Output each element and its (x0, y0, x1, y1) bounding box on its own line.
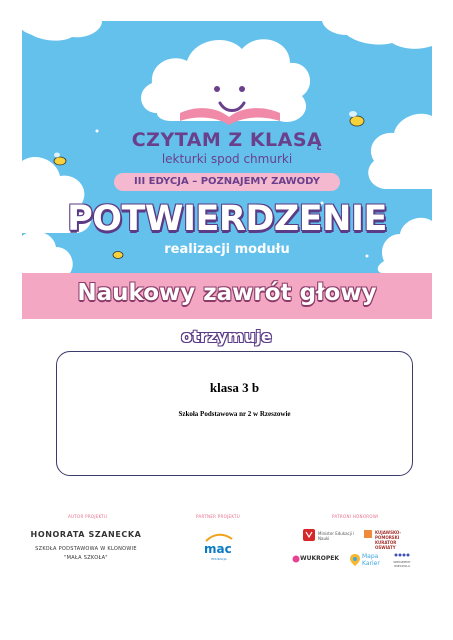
author-label: AUTOR PROJEKTU (68, 514, 108, 519)
partner-label: PARTNER PROJEKTU (196, 514, 240, 519)
wukropek-icon (292, 554, 300, 564)
brand-title: CZYTAM Z KLASĄ (131, 129, 323, 151)
certificate-subtitle: realizacji modułu (164, 242, 290, 257)
edition-badge: III EDYCJA – POZNAJEMY ZAWODY (114, 173, 340, 191)
book-emblem-icon (363, 529, 373, 539)
patron-wukropek: WUKROPEK (300, 555, 340, 562)
dots-logo-icon (394, 552, 410, 558)
patron-mapa-karier: Mapa Karier (362, 553, 380, 567)
module-band (22, 273, 432, 319)
certificate-title: POTWIERDZENIE (67, 199, 387, 239)
author-school-line2: "MAŁA SZKOŁA" (64, 555, 108, 561)
map-pin-icon (349, 553, 361, 567)
patron-kurator: KUJAWSKO-POMORSKI KURATOR OŚWIATY (375, 530, 402, 550)
module-name: Naukowy zawrót głowy (77, 280, 377, 306)
recipient-box (56, 351, 413, 476)
author-name: HONORATA SZANECKA (30, 530, 142, 539)
class-name: klasa 3 b (209, 380, 260, 395)
patron-wiedziemy: WIEDZIEMY WIECZOLA (393, 560, 411, 568)
brand-subtitle: lekturki spod chmurki (161, 152, 293, 166)
partner-sub: EDUKACJA (211, 557, 227, 561)
partner-logo: mac (204, 542, 232, 556)
patron-minister: Minister Edukacji i Nauki (318, 531, 355, 541)
header-banner (22, 21, 432, 319)
author-school (26, 545, 146, 563)
receives-label: otrzymuje (181, 327, 272, 346)
author-school-line1: SZKOŁA PODSTAWOWA W KLONOWIE (35, 546, 137, 552)
school-name: Szkoła Podstawowa nr 2 w Rzeszowie (178, 410, 291, 418)
eagle-emblem-icon (302, 528, 316, 542)
patron-label: PATRONI HONOROWI (332, 514, 379, 519)
